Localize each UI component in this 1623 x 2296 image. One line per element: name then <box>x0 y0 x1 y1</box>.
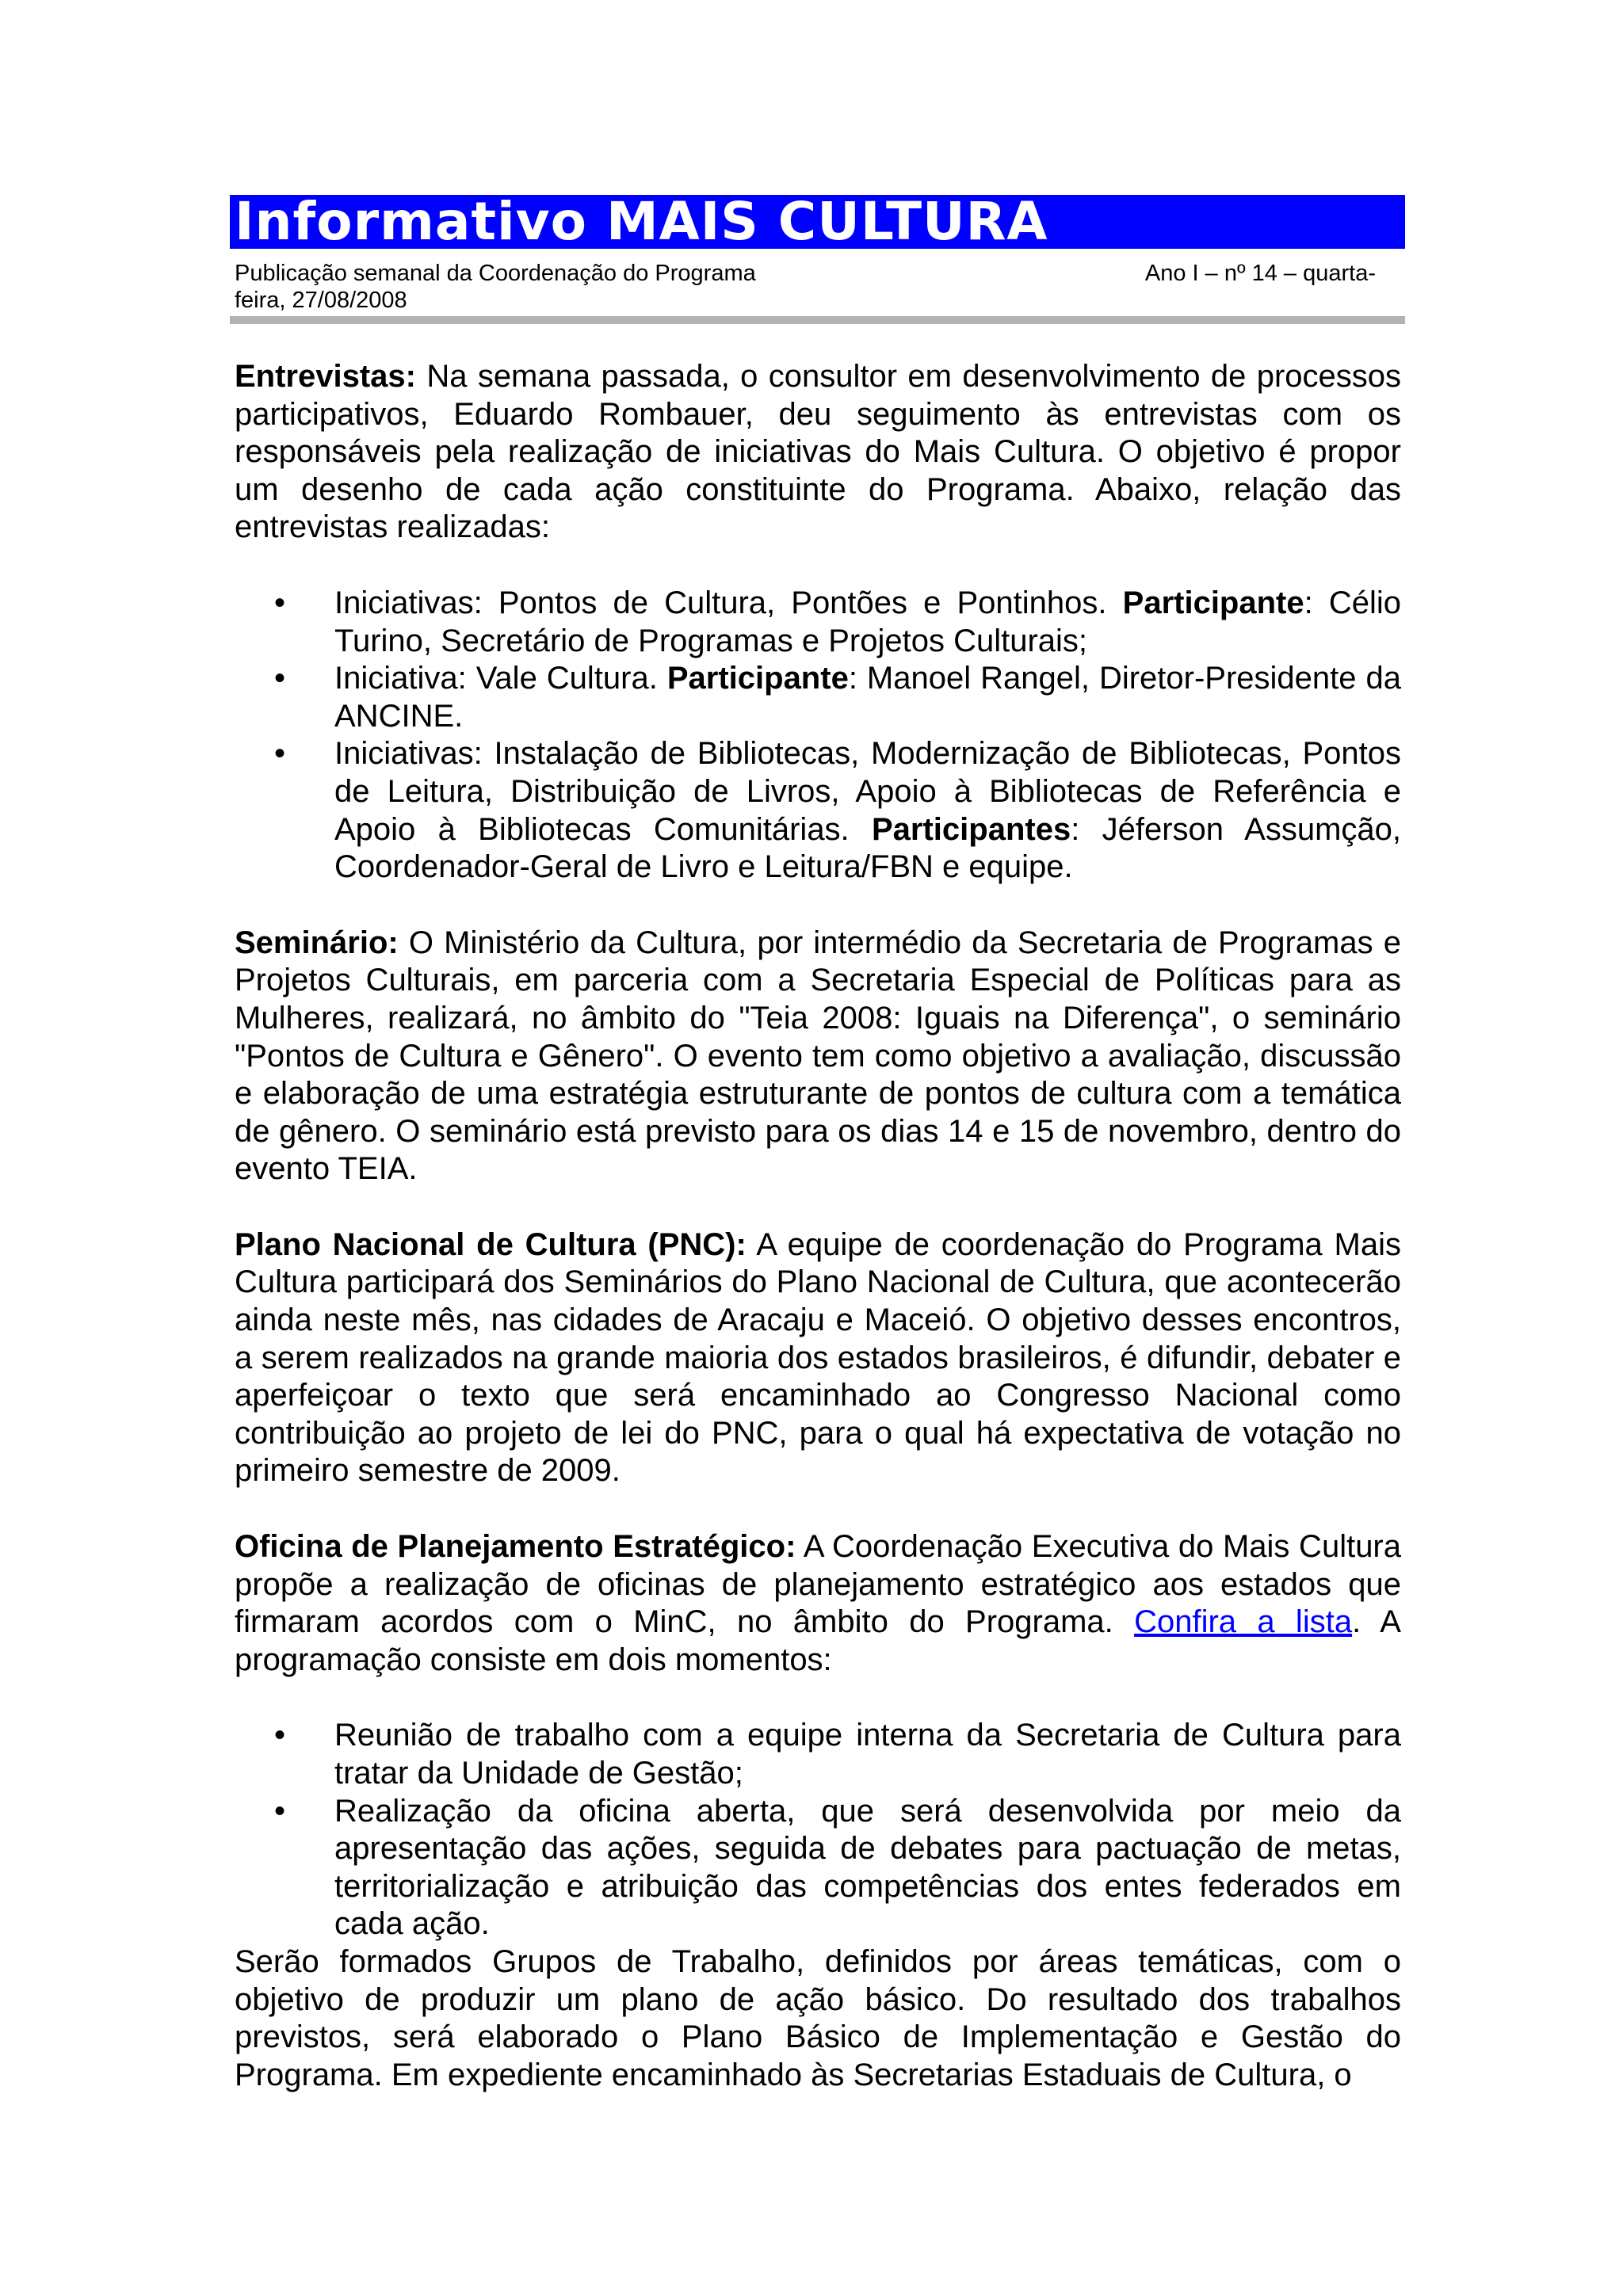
confira-lista-link[interactable]: Confira a lista <box>1134 1604 1353 1640</box>
bullet-icon: • <box>274 661 286 696</box>
oficina-paragraph: Oficina de Planejamento Estratégico: A Coordenação Executiva do Mais Cultura propõe a realização de oficinas de planejamento estratégico aos estados que firmaram acordos com o MinC, no âmbito do Programa. Confira a lista. A programação consiste em dois momentos: <box>235 1529 1402 1677</box>
section-heading: Entrevistas: <box>235 359 416 394</box>
list-item: • Iniciativa: Vale Cultura. Participante: Manoel Rangel, Diretor-Presidente da ANCINE. <box>274 661 1401 734</box>
newsletter-title: Informativo MAIS CULTURA <box>235 191 1048 252</box>
masthead-banner <box>230 191 1405 252</box>
oficina-list <box>235 1717 1401 1943</box>
list-item: • Realização da oficina aberta, que será desenvolvida por meio da apresentação das ações, seguida de debates para pactuação de metas, territorialização e atribuição das competências dos entes federados em cada ação. <box>274 1793 1401 1942</box>
publication-line <box>235 260 1376 287</box>
entrevistas-paragraph: Entrevistas: Na semana passada, o consultor em desenvolvimento de processos participativos, Eduardo Rombauer, deu seguimento às entrevistas com os responsáveis pela realização de iniciativas do Mais Cultura. O objetivo é propor um desenho de cada ação constituinte do Programa. Abaixo, relação das entrevistas realizadas: <box>235 359 1401 545</box>
section-heading: Plano Nacional de Cultura (PNC): <box>235 1226 747 1262</box>
list-item: • Reunião de trabalho com a equipe interna da Secretaria de Cultura para tratar da Unidade de Gestão; <box>274 1718 1401 1791</box>
pnc-paragraph: Plano Nacional de Cultura (PNC): A equipe de coordenação do Programa Mais Cultura participará dos Seminários do Plano Nacional de Cultura, que acontecerão ainda neste mês, nas cidades de Aracaju e Maceió. O objetivo desses encontros, a serem realizados na grande maioria dos estados brasileiros, é difundir, debater e aperfeiçoar o texto que será encaminhado ao Congresso Nacional como contribuição ao projeto de lei do PNC, para o qual há expectativa de votação no primeiro semestre de 2009. <box>235 1226 1401 1489</box>
bullet-icon: • <box>274 1793 286 1829</box>
bullet-icon: • <box>274 1718 286 1753</box>
entrevistas-list <box>235 585 1401 887</box>
bullet-icon: • <box>274 585 286 620</box>
oficina-closing-paragraph: Serão formados Grupos de Trabalho, definidos por áreas temáticas, com o objetivo de produzir um plano de ação básico. Do resultado dos trabalhos previstos, será elaborado o Plano Básico de Implementação e Gestão do Programa. Em expediente encaminhado às Secretarias Estaduais de Cultura, o <box>235 1943 1401 2092</box>
issue-date: feira, 27/08/2008 <box>235 288 407 313</box>
list-item: • Iniciativas: Instalação de Bibliotecas, Modernização de Bibliotecas, Pontos de Leitura, Distribuição de Livros, Apoio à Bibliotecas de Referência e Apoio à Bibliotecas Comunitárias. Participantes: Jéferson Assumção, Coordenador-Geral de Livro e Leitura/FBN e equipe. <box>274 736 1401 885</box>
header-divider <box>230 316 1405 324</box>
publication-label: Publicação semanal da Coordenação do Programa <box>235 261 756 286</box>
list-item: • Iniciativas: Pontos de Cultura, Pontões e Pontinhos. Participante: Célio Turino, Secretário de Programas e Projetos Culturais; <box>274 585 1401 658</box>
section-heading: Seminário: <box>235 925 399 960</box>
seminario-paragraph: Seminário: O Ministério da Cultura, por intermédio da Secretaria de Programas e Projetos Culturais, em parceria com a Secretaria Especial de Políticas para as Mulheres, realizará, no âmbito do "Teia 2008: Iguais na Diferença", o seminário "Pontos de Cultura e Gênero". O evento tem como objetivo a avaliação, discussão e elaboração de uma estratégia estruturante de pontos de cultura com a temática de gênero. O seminário está previsto para os dias 14 e 15 de novembro, dentro do evento TEIA. <box>235 925 1401 1187</box>
bullet-icon: • <box>274 736 286 772</box>
issue-label: Ano I – nº 14 – quarta- <box>1144 261 1376 286</box>
article-body <box>235 358 1401 2094</box>
section-heading: Oficina de Planejamento Estratégico: <box>235 1529 796 1565</box>
